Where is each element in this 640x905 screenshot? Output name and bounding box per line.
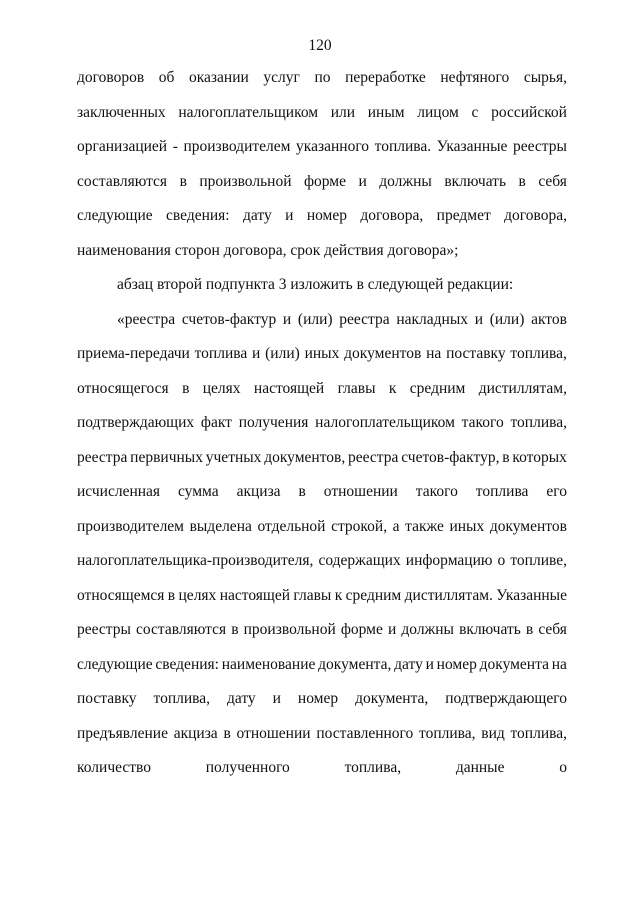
word: должны: [379, 172, 432, 190]
word: предъявление: [77, 724, 168, 742]
text-line: [77, 68, 567, 103]
word: на: [551, 655, 567, 673]
word: налогоплательщиком: [315, 414, 455, 431]
word: производителем: [77, 517, 184, 535]
word: топливе,: [510, 552, 567, 569]
word: в: [502, 448, 510, 466]
word: в: [182, 379, 190, 397]
word: следующие: [77, 207, 153, 224]
word: также: [405, 517, 444, 535]
word: сумма: [178, 483, 219, 500]
word: об: [158, 69, 175, 86]
word: наименования сторон договора, срок действия договора»;: [77, 241, 459, 259]
text-line: [77, 413, 567, 448]
word: топлива.: [374, 138, 432, 155]
word: акциза: [173, 724, 218, 742]
word: реестры: [513, 138, 567, 155]
paragraph: [77, 310, 567, 793]
paragraph: [77, 275, 567, 310]
text-line: [77, 551, 567, 586]
word: такого: [415, 483, 458, 500]
word: номер: [436, 655, 477, 673]
word: топлива,: [419, 724, 476, 742]
word: документов: [489, 517, 567, 535]
word: первичных: [130, 448, 203, 466]
word: настоящей: [219, 586, 291, 604]
word: нефтяного: [440, 69, 510, 86]
word: наименование: [221, 655, 316, 673]
word: топлива: [475, 483, 529, 500]
word: Указанные: [496, 586, 567, 604]
text-line: [77, 206, 567, 241]
word: договора,: [504, 207, 567, 224]
text-line: [77, 724, 567, 759]
word: и: [285, 207, 294, 224]
text-line: [77, 448, 567, 483]
word: накладных: [396, 310, 469, 328]
word: отношении: [323, 483, 398, 500]
word: должны: [401, 621, 454, 638]
word: факт: [200, 414, 232, 431]
word: документа,: [318, 655, 392, 673]
word: договора,: [360, 207, 424, 224]
word: документов: [344, 345, 422, 362]
word: дату: [243, 207, 272, 224]
word: налогоплательщиком: [178, 103, 319, 121]
word: поставку: [77, 690, 137, 707]
word: документа: [479, 655, 549, 673]
text-line: [77, 172, 567, 207]
word: и: [387, 621, 397, 638]
word: топлива,: [153, 690, 211, 707]
word: форме: [303, 172, 346, 190]
word: реестры: [77, 621, 131, 638]
word: на: [426, 345, 442, 362]
word: производителем: [183, 138, 291, 155]
word: дистиллятам.: [404, 586, 493, 604]
word: реестра: [339, 310, 390, 328]
word: топлива,: [510, 414, 567, 431]
word: (или): [489, 310, 525, 328]
word: и: [282, 310, 292, 328]
word: в: [179, 172, 187, 190]
word: абзац второй подпункта 3 изложить в следующей редакции:: [117, 276, 514, 293]
word: номер: [297, 690, 339, 707]
word: иным: [367, 103, 405, 121]
word: настоящей: [253, 379, 325, 397]
word: и: [272, 690, 281, 707]
word: иных: [304, 345, 340, 362]
word: счетов-фактур,: [401, 448, 500, 466]
word: иных: [449, 517, 485, 535]
word: дату: [394, 655, 423, 673]
text-line: [77, 482, 567, 517]
word: документа,: [355, 690, 429, 707]
text-line: [77, 103, 567, 138]
word: форме: [340, 621, 383, 638]
word: в: [518, 172, 526, 190]
text-line: [77, 137, 567, 172]
word: топлива,: [510, 345, 567, 362]
word: Указанные: [436, 138, 508, 155]
word: указанного: [296, 138, 370, 155]
word: организацией: [77, 138, 168, 155]
word: по: [314, 69, 331, 86]
word: следующие: [77, 655, 153, 673]
word: исчисленная: [77, 483, 161, 500]
word: «реестра: [117, 310, 176, 328]
word: отдельной: [257, 517, 326, 535]
word: в: [525, 621, 534, 638]
word: его: [546, 483, 567, 500]
word: выделена: [189, 517, 252, 535]
word: и: [252, 345, 261, 362]
word: содержащих: [318, 552, 401, 569]
word: услуг: [263, 69, 300, 86]
word: и: [358, 172, 367, 190]
word: в: [298, 483, 306, 500]
word: а: [392, 517, 400, 535]
word: количество: [77, 759, 151, 776]
word: получения: [238, 414, 309, 431]
page-number: 120: [308, 37, 332, 54]
word: главы: [293, 586, 332, 604]
word: документов,: [264, 448, 346, 466]
paragraph: [77, 68, 567, 275]
text-line: [77, 344, 567, 379]
word: вид: [481, 724, 505, 742]
text-line: [77, 758, 567, 793]
word: акциза: [236, 483, 281, 500]
word: которых: [512, 448, 567, 466]
word: целях: [178, 586, 217, 604]
word: строкой,: [331, 517, 388, 535]
body-text: [77, 68, 567, 793]
word: переработке: [345, 69, 426, 86]
text-line: [77, 620, 567, 655]
text-line: [77, 310, 567, 345]
word: отношении: [236, 724, 311, 742]
word: учетных: [205, 448, 262, 466]
word: сведения:: [155, 655, 219, 673]
word: к: [388, 379, 397, 397]
word: средним: [345, 586, 402, 604]
word: в: [231, 621, 239, 638]
word: такого: [461, 414, 504, 431]
word: подтверждающих: [77, 414, 195, 431]
word: составляются: [136, 621, 227, 638]
word: данные: [455, 759, 505, 776]
word: и: [425, 655, 434, 673]
text-line: [77, 379, 567, 414]
word: предмет: [436, 207, 491, 224]
word: поставку: [446, 345, 506, 362]
word: -: [172, 138, 178, 155]
word: (или): [265, 345, 300, 362]
word: дистиллятам,: [478, 379, 567, 397]
text-line: [77, 689, 567, 724]
text-line: [77, 517, 567, 552]
word: в: [223, 724, 231, 742]
word: сырья,: [523, 69, 567, 86]
word: поставленного: [316, 724, 414, 742]
word: относящемся: [77, 586, 165, 604]
word: произвольной: [199, 172, 292, 190]
text-line: [77, 655, 567, 690]
word: в: [167, 586, 176, 604]
word: дату: [227, 690, 256, 707]
word: главы: [337, 379, 376, 397]
word: целях: [202, 379, 241, 397]
word: относящегося: [77, 379, 169, 397]
word: средним: [409, 379, 466, 397]
text-line: [77, 241, 567, 276]
word: (или): [297, 310, 333, 328]
word: счетов-фактур: [181, 310, 277, 328]
word: топлива: [194, 345, 248, 362]
text-line: [77, 586, 567, 621]
word: договоров: [77, 69, 145, 86]
word: произвольной: [243, 621, 336, 638]
word: информацию: [405, 552, 493, 569]
word: включать: [444, 172, 507, 190]
word: подтверждающего: [445, 690, 567, 707]
word: к: [334, 586, 343, 604]
word: с: [471, 103, 479, 121]
word: сведения:: [166, 207, 230, 224]
word: топлива,: [510, 724, 567, 742]
word: заключенных: [77, 103, 166, 121]
word: оказании: [188, 69, 249, 86]
word: о: [559, 759, 567, 776]
text-line: [77, 275, 567, 310]
word: включать: [459, 621, 521, 638]
word: реестра: [77, 448, 128, 466]
word: себя: [538, 621, 567, 638]
word: налогоплательщика-производителя,: [77, 552, 314, 569]
word: номер: [306, 207, 348, 224]
word: топлива,: [344, 759, 402, 776]
word: полученного: [205, 759, 290, 776]
word: реестра: [348, 448, 399, 466]
word: составляются: [77, 172, 168, 190]
word: актов: [531, 310, 567, 328]
word: и: [474, 310, 484, 328]
word: себя: [538, 172, 567, 190]
word: или: [330, 103, 356, 121]
word: приема-передачи: [77, 345, 190, 362]
word: о: [497, 552, 506, 569]
word: российской: [491, 103, 567, 121]
word: лицом: [417, 103, 459, 121]
